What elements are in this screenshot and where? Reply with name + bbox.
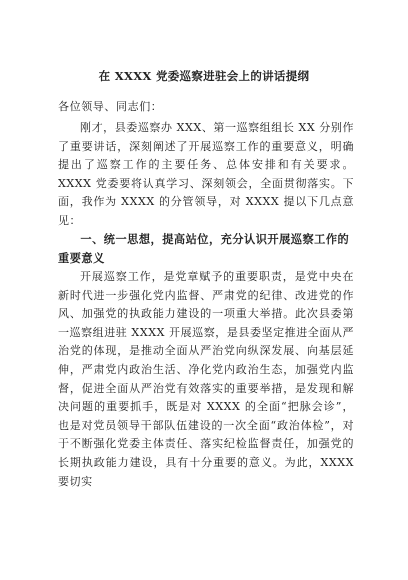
paragraph-intro: 刚才，县委巡察办 XXX、第一巡察组组长 XX 分别作了重要讲话，深刻阐述了开展巡察工作的重要意义，明确提出了巡察工作的主要任务、总体安排和有关要求。XXXX 党委要将认真学习、深刻领会，全面贯彻落实。下面，我作为 XXXX 的分管领导，对 XXXX 提以下几点意见： (58, 121, 354, 227)
section-heading-1: 一、统一思想，提高站位，充分认识开展巡察工作的重要意义 (58, 232, 350, 265)
document-title: 在 XXXX 党委巡察进驻会上的讲话提纲 (98, 69, 310, 83)
salutation: 各位领导、同志们： (58, 100, 163, 113)
paragraph-section-1: 开展巡察工作，是党章赋予的重要职责，是党中央在新时代进一步强化党内监督、严肃党的纪律、改进党的作风、加强党的执政能力建设的一项重大举措。此次县委第一巡察组进驻 XXXX 开展巡察，是县委坚定推进全面从严治党的体现，是推动全面从严治党向纵深发展、向基层延伸，严肃党内政治生活、净化党内政治生态，加强党内监督，促进全面从严治党有效落实的重要举措，是发现和解决问题的重要抓手，既是对 XXXX 的全面“把脉会诊”，也是对党员领导干部队伍建设的一次全面“政治体检”，对于不断强化党委主体责任、落实纪检监督责任，加强党的长期执政能力建设，具有十分重要的意义。为此，XXXX 要切实 (58, 270, 354, 488)
